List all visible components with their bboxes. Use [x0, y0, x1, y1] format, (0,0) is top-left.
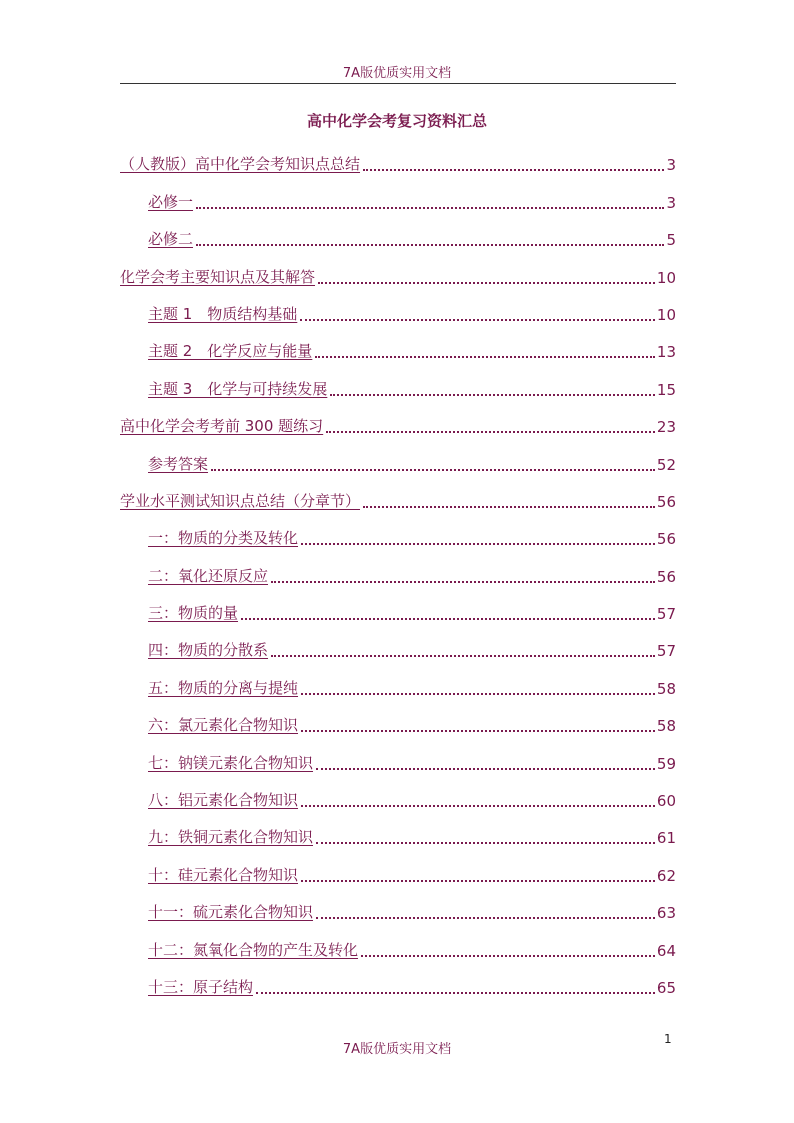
toc-entry[interactable] — [120, 295, 676, 332]
toc-entry-label[interactable]: 四：物质的分散系 — [148, 641, 269, 660]
toc-entry-label[interactable]: 高中化学会考考前 300 题练习 — [120, 417, 324, 436]
toc-entry[interactable] — [120, 930, 676, 967]
toc-dot-leader — [211, 469, 655, 471]
toc-dot-leader — [315, 356, 655, 358]
toc-dot-leader — [271, 655, 655, 657]
document-title: 高中化学会考复习资料汇总 — [306, 112, 487, 130]
toc-page-number: 3 — [666, 193, 676, 212]
toc-entry-label[interactable]: 十一：硫元素化合物知识 — [148, 903, 314, 922]
toc-page-number: 57 — [656, 605, 676, 624]
toc-entry[interactable] — [120, 743, 676, 780]
toc-page-number: 3 — [666, 156, 676, 175]
toc-dot-leader — [301, 693, 655, 695]
toc-page-number: 10 — [656, 305, 676, 324]
toc-entry[interactable] — [120, 519, 676, 556]
toc-dot-leader — [241, 618, 655, 620]
toc-page-number: 23 — [656, 418, 676, 437]
toc-entry[interactable] — [120, 781, 676, 818]
toc-dot-leader — [271, 581, 655, 583]
toc-page-number: 58 — [656, 717, 676, 736]
toc-entry[interactable] — [120, 818, 676, 855]
toc-entry[interactable] — [120, 594, 676, 631]
toc-dot-leader — [316, 768, 655, 770]
toc-page-number: 56 — [656, 530, 676, 549]
toc-entry-label[interactable]: 八：铝元素化合物知识 — [148, 791, 299, 810]
toc-dot-leader — [301, 730, 655, 732]
toc-entry[interactable] — [120, 220, 676, 257]
toc-dot-leader — [363, 506, 655, 508]
toc-dot-leader — [318, 282, 655, 284]
toc-entry-label[interactable]: （人教版）高中化学会考知识点总结 — [120, 155, 361, 174]
toc-entry-label[interactable]: 化学会考主要知识点及其解答 — [120, 267, 316, 286]
toc-entry-label[interactable]: 二：氧化还原反应 — [148, 566, 269, 585]
toc-page-number: 5 — [666, 231, 676, 250]
toc-dot-leader — [326, 431, 655, 433]
toc-entry[interactable] — [120, 444, 676, 481]
toc-page-number: 59 — [656, 754, 676, 773]
toc-entry-label[interactable]: 一：物质的分类及转化 — [148, 529, 299, 548]
page-number: 1 — [664, 1032, 672, 1046]
toc-page-number: 65 — [656, 978, 676, 997]
toc-dot-leader — [301, 543, 655, 545]
toc-dot-leader — [256, 992, 655, 994]
toc-dot-leader — [301, 880, 655, 882]
toc-dot-leader — [316, 917, 655, 919]
toc-entry[interactable] — [120, 893, 676, 930]
toc-entry-label[interactable]: 十二：氮氧化合物的产生及转化 — [148, 940, 359, 959]
toc-entry-label[interactable]: 十：硅元素化合物知识 — [148, 865, 299, 884]
toc-page-number: 56 — [656, 492, 676, 511]
toc-entry[interactable] — [120, 855, 676, 892]
header-divider — [120, 83, 676, 84]
toc-dot-leader — [196, 244, 664, 246]
toc-page-number: 64 — [656, 941, 676, 960]
toc-entry-label[interactable]: 主题 2 化学反应与能量 — [148, 342, 313, 361]
toc-entry-label[interactable]: 七：钠镁元素化合物知识 — [148, 753, 314, 772]
toc-entry-label[interactable]: 十三：原子结构 — [148, 977, 254, 996]
toc-dot-leader — [361, 955, 655, 957]
toc-entry-label[interactable]: 学业水平测试知识点总结（分章节） — [120, 491, 361, 510]
toc-entry[interactable] — [120, 257, 676, 294]
toc-page-number: 60 — [656, 792, 676, 811]
toc-page-number: 58 — [656, 679, 676, 698]
table-of-contents — [120, 145, 676, 1005]
toc-entry-label[interactable]: 九：铁铜元素化合物知识 — [148, 828, 314, 847]
toc-entry[interactable] — [120, 482, 676, 519]
toc-entry[interactable] — [120, 145, 676, 182]
page-footer: 7A版优质实用文档 — [342, 1042, 452, 1057]
toc-page-number: 15 — [656, 380, 676, 399]
toc-entry-label[interactable]: 六：氯元素化合物知识 — [148, 716, 299, 735]
toc-dot-leader — [300, 319, 655, 321]
toc-page-number: 52 — [656, 455, 676, 474]
toc-dot-leader — [363, 169, 664, 171]
toc-entry[interactable] — [120, 706, 676, 743]
toc-entry[interactable] — [120, 407, 676, 444]
toc-dot-leader — [330, 394, 655, 396]
page-header: 7A版优质实用文档 — [342, 66, 452, 81]
toc-page-number: 57 — [656, 642, 676, 661]
toc-page-number: 56 — [656, 567, 676, 586]
toc-entry[interactable] — [120, 668, 676, 705]
toc-entry-label[interactable]: 主题 1 物质结构基础 — [148, 304, 298, 323]
toc-dot-leader — [196, 207, 664, 209]
toc-page-number: 63 — [656, 904, 676, 923]
toc-page-number: 62 — [656, 866, 676, 885]
toc-entry[interactable] — [120, 369, 676, 406]
toc-page-number: 13 — [656, 343, 676, 362]
toc-entry[interactable] — [120, 182, 676, 219]
toc-entry-label[interactable]: 必修二 — [148, 230, 194, 249]
toc-entry[interactable] — [120, 332, 676, 369]
toc-entry[interactable] — [120, 631, 676, 668]
toc-entry-label[interactable]: 必修一 — [148, 192, 194, 211]
toc-dot-leader — [316, 842, 655, 844]
toc-page-number: 61 — [656, 829, 676, 848]
toc-entry-label[interactable]: 三：物质的量 — [148, 604, 239, 623]
toc-entry-label[interactable]: 五：物质的分离与提纯 — [148, 678, 299, 697]
toc-entry-label[interactable]: 主题 3 化学与可持续发展 — [148, 379, 328, 398]
toc-page-number: 10 — [656, 268, 676, 287]
toc-entry[interactable] — [120, 968, 676, 1005]
toc-entry[interactable] — [120, 556, 676, 593]
toc-dot-leader — [301, 805, 655, 807]
toc-entry-label[interactable]: 参考答案 — [148, 454, 209, 473]
